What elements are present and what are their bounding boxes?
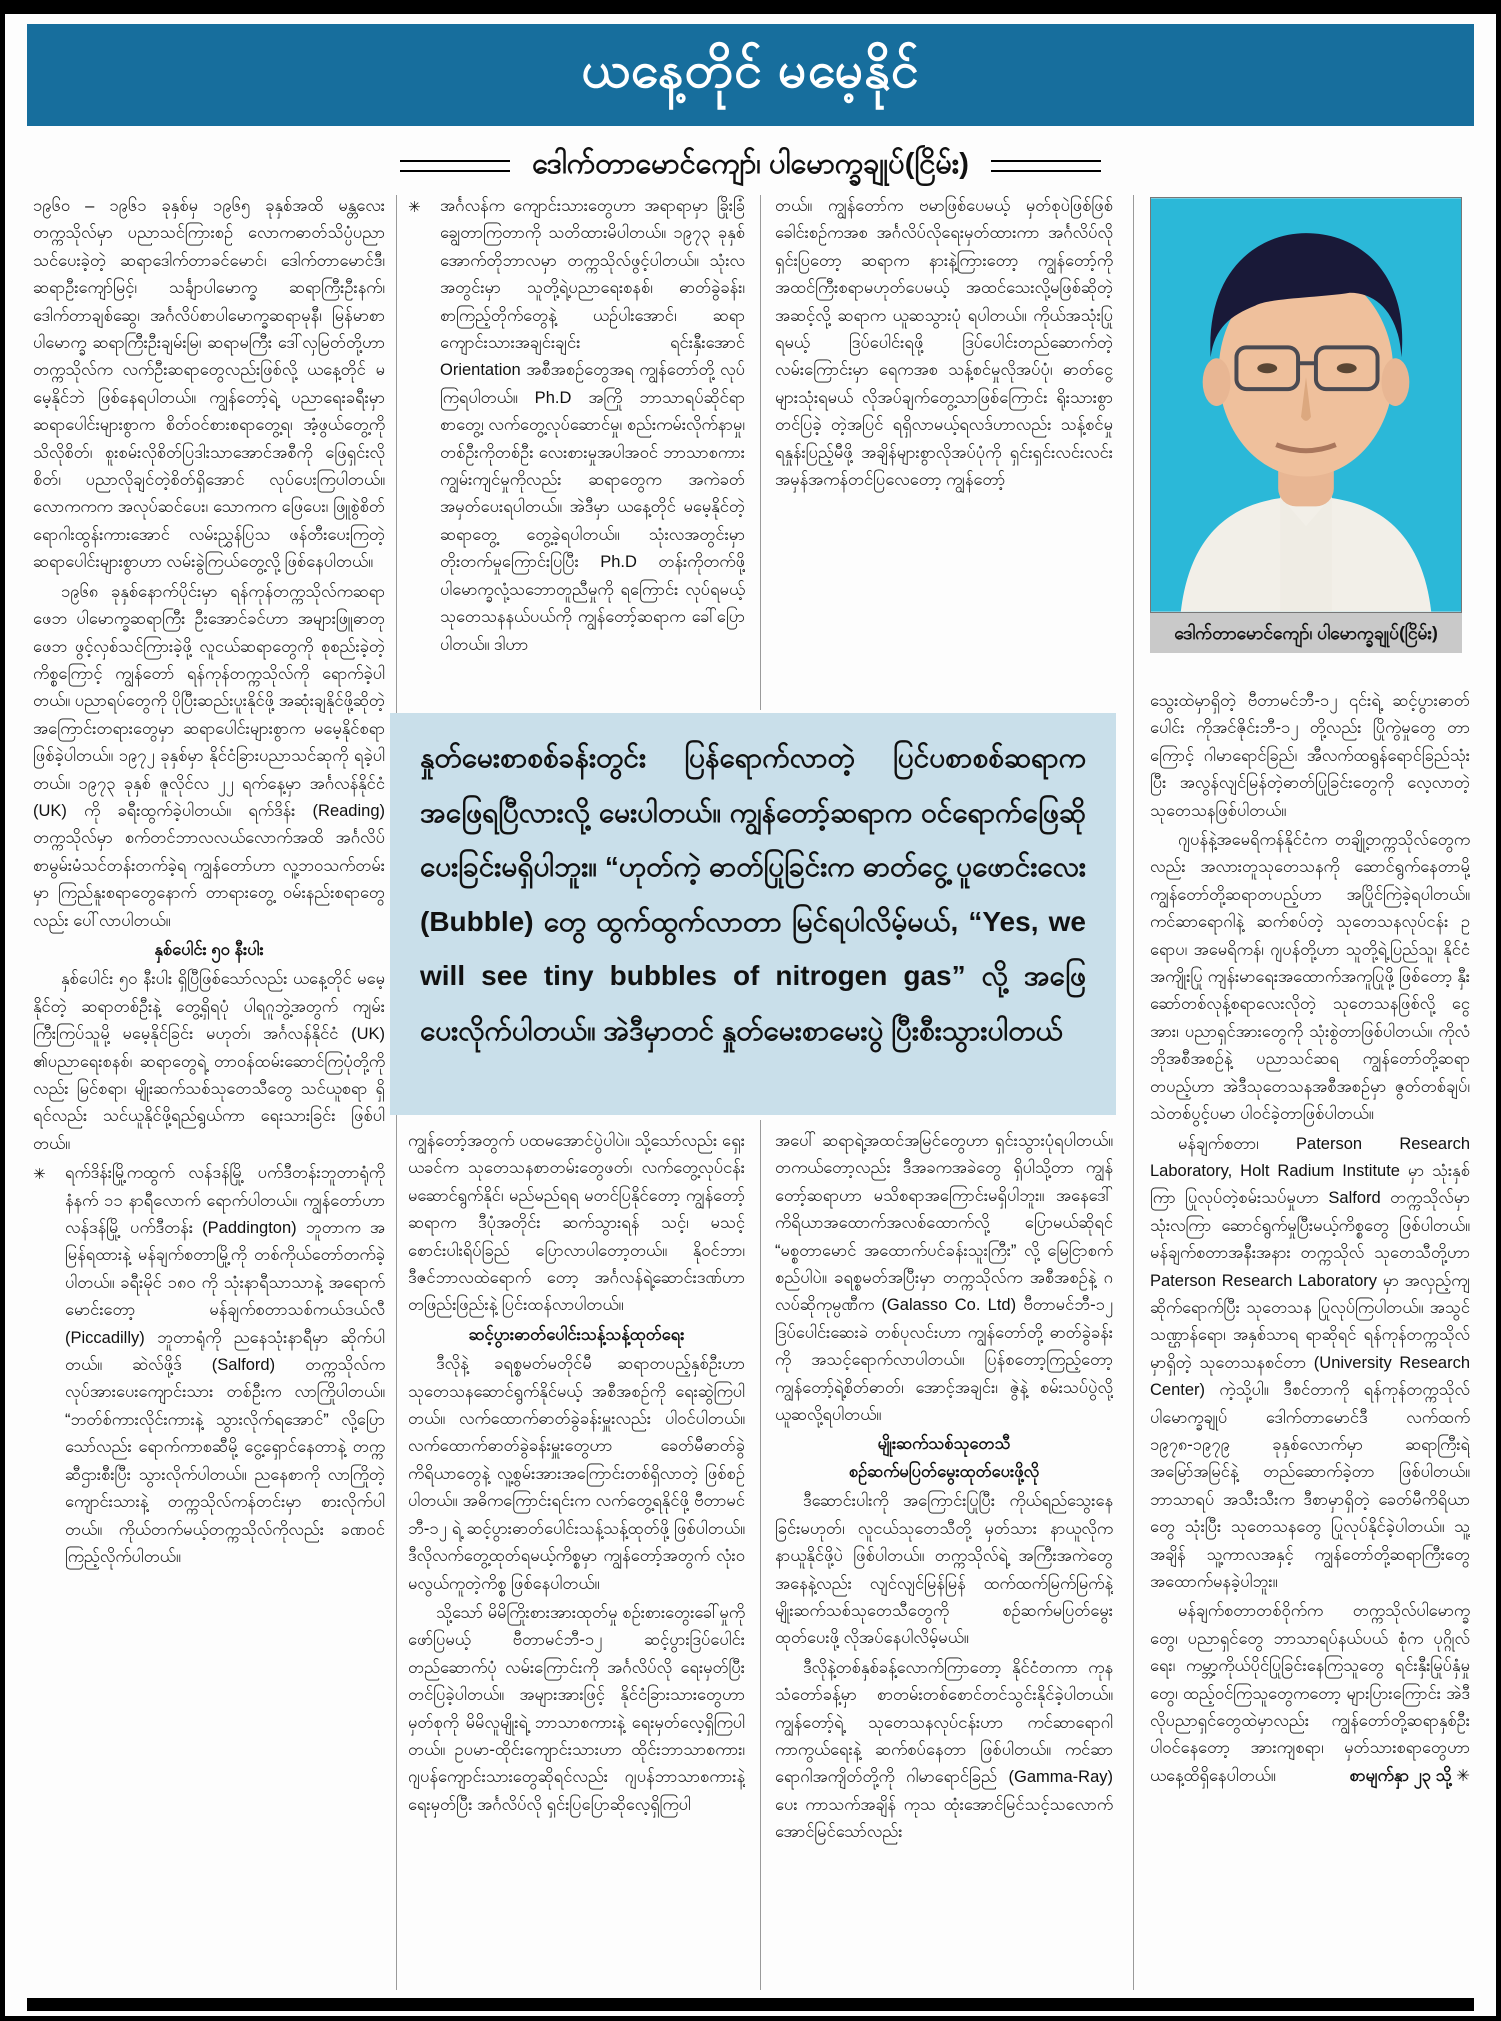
portrait-photo-image (1150, 197, 1462, 613)
column-rule-2-top (760, 195, 761, 710)
section-subhead: မျိုးဆက်သစ်သုတေသီ (877, 1435, 1011, 1454)
paragraph: ဂျပန်နဲ့အမေရိကန်နိုင်ငံက တချို့တက္ကသိုလ်တွေကလည်း အလားတူသုတေသနကို ဆောင်ရွက်နေတာမို့ ကျွန်တော်တို့ဆရာတပည့်ဟာ အပြိုင်ကြဲခဲ့ရပါတယ်။ ကင်ဆာရောဂါနဲ့ ဆက်စပ်တဲ့ သုတေသနလုပ်ငန်း ဥရောပ၊ အမေရိကန်၊ ဂျပန်တို့ဟာ သူတို့ရဲ့ပြည်သူ၊ နိုင်ငံအကျိုးပြု ကျန်းမာရေးအထောက်အကူပြုဖို့ ဖြစ်တော့ နှီးဆော်တစ်လုန့်စရာလေးလိုတဲ့ သုတေသနဖြစ်လို့ ငွေအား၊ ပညာရှင်အားတွေကို သုံးစွဲတာဖြစ်ပါတယ်။ ကိုလံဘိုအစီအစဉ်နဲ့ ပညာသင်ဆရ ကျွန်တော်တို့ဆရာတပည့်ဟာ အဲဒီသုတေသနအစီအစဉ်မှာ ဇွတ်တစ်ချပ်၊ သဲတစ်ပွင့်ပမာ ပါဝင်ခဲ့တာဖြစ်ပါတယ်။ (1150, 831, 1470, 1124)
paragraph: ၁၉၆၈ ခုနှစ်နောက်ပိုင်းမှာ ရန်ကုန်တက္ကသိုလ်ကဆရာဖေဘ ပါမောက္ခဆရာကြီး ဦးအောင်ခင်ဟာ အများဖြူဓာတုဖေဘ ဖွင့်လှစ်သင်ကြားခဲ့ဖို့ လူငယ်ဆရာတွေကို စုစည်းခဲ့တဲ့ကိစ္စကြောင့် ကျွန်တော် ရန်ကုန်တက္ကသိုလ်ကို ရောက်ခဲ့ပါတယ်။ ပညာရပ်တွေကို ပိုပြီးဆည်းပူးနိုင်ဖို့ အဆုံးချနိုင်ဖို့ဆိုတဲ့ အကြောင်းတရားတွေမှာ ဆရာပေါင်းများစွာက မမေ့နိုင်စရာဖြစ်ခဲ့ပါတယ်။ ၁၉၇၂ ခုနှစ်မှာ နိုင်ငံခြားပညာသင်ဆုကို ရခဲ့ပါတယ်။ ၁၉၇၃ ခုနှစ် ဇူလိုင်လ ၂၂ ရက်နေ့မှာ အင်္ဂလန်နိုင်ငံ (UK) ကို ခရီးထွက်ခဲ့ပါတယ်။ ရက်ဒိန်း (Reading) တက္ကသိုလ်မှာ စက်တင်ဘာလလယ်လောက်အထိ အင်္ဂလိပ်စာမွမ်းမံသင်တန်းတက်ခဲ့ရ ကျွန်တော်ဟာ လူ့ဘဝသက်တမ်းမှာ ကြည်နူးစရာတွေနောက် တာရားတွေ့ ဝမ်းနည်းစရာတွေလည်း ပေါ်လာပါတယ်။ (33, 582, 385, 930)
paragraph: ဒီလိုနဲ့ ခရစ္စမတ်မတိုင်မီ ဆရာတပည့်နှစ်ဦးဟာ သုတေသနဆောင်ရွက်နိုင်မယ့် အစီအစဉ်ကို ရေးဆွဲကြပါတယ်။ လက်ထောက်ဓာတ်ခွဲခန်းမှူးလည်း ပါဝင်ပါတယ်။ လက်ထောက်ဓာတ်ခွဲခန်းမှူးတွေဟာ ခေတ်မီဓာတ်ခွဲကိရိယာတွေနဲ့ လူ့စွမ်းအားအကြောင်းတစ်ရှိလာတဲ့ ဖြစ်စဉ်ပါတယ်။ အဓိကကြောင်းရင်းက လက်တွေ့ရနိုင်ဖို့ ဗီတာမင်ဘီ-၁၂ ရဲ့ ဆင့်ပွားဓာတ်ပေါင်းသန့်သန့်ထုတ်ဖို့ ဖြစ်ပါတယ်။ ဒီလိုလက်တွေ့ထုတ်ရမယ့်ကိစ္စမှာ ကျွန်တော့်အတွက် လုံးဝမလွယ်ကူတဲ့ကိစ္စ ဖြစ်နေပါတယ်။ (408, 1355, 745, 1593)
paragraph: မန်ချက်စတာ၊ Paterson Research Laboratory, Holt Radium Institute မှာ သုံးနှစ်ကြာ ပြုလုပ်တဲ့စမ်းသပ်မှုဟာ Salford တက္ကသိုလ်မှာ သုံးလကြာ ဆောင်ရွက်မှုပြီးမယ့်ကိစ္စတွေ ဖြစ်ပါတယ်။ မန်ချက်စတာအနီးအနား တက္ကသိုလ် သုတေသီတို့ဟာ Paterson Research Laboratory မှာ အလှည့်ကျဆိုက်ရောက်ပြီး သုတေသန ပြုလုပ်ကြပါတယ်။ အသွင်သဏ္ဌာန်ရော၊ အနှစ်သာရ ရာဆိုရင် ရန်ကုန်တက္ကသိုလ်မှာရှိတဲ့ သုတေသနစင်တာ (University Research Center) ကဲ့သို့ပါ။ ဒီစင်တာကို ရန်ကုန်တက္ကသိုလ် ပါမောက္ခချုပ် ဒေါက်တာမောင်ဒီ လက်ထက် ၁၉၇၈-၁၉၇၉ ခုနှစ်လောက်မှာ ဆရာကြီးရဲ့အမြော်အမြင်နဲ့ တည်ဆောက်ခဲ့တာ ဖြစ်ပါတယ်။ ဘာသာရပ် အသီးသီးက ဒီစာမှာရှိတဲ့ ခေတ်မီကိရိယာတွေ သုံးပြီး သုတေသနတွေ ပြုလုပ်နိုင်ခဲ့ပါတယ်။ သူ့အချိန် သူ့ကာလအနှင့် ကျွန်တော်တို့ဆရာကြီးတွေ အထောက်မနခဲ့ပါဘူး။ (1150, 1134, 1470, 1591)
page-bottom-border (27, 1998, 1474, 2011)
text-column-1 (33, 193, 385, 1990)
text-column-4 (1150, 688, 1470, 1990)
byline-rule-right (991, 160, 1101, 172)
article-byline: ဒေါက်တာမောင်ကျော်၊ ပါမောက္ခချုပ်(ငြိမ်း) (532, 147, 969, 180)
section-subhead: စဉ်ဆက်မပြတ်မွေးထုတ်ပေးဖို့လို (848, 1462, 1040, 1481)
continuation-note (1322, 1763, 1470, 1790)
paragraph: ကျွန်တော့်အတွက် ပထမအောင်ပွဲပါပဲ။ သို့သော်လည်း ရှေးယခင်က သုတေသနစာတမ်းတွေဖတ်၊ လက်တွေ့လုပ်ငန်း မဆောင်ရွက်နိုင်၊ မည်မည်ရရ မတင်ပြနိုင်တော့ ကျွန်တော့်ဆရာက ဒီပုံအတိုင်း ဆက်သွားရန် သင့်၊ မသင့် စောင်းပါးရိပ်ခြည် ပြောလာပါတော့တယ်။ နိုဝင်ဘာ၊ ဒီဇင်ဘာလထဲရောက် တော့ အင်္ဂလန်ရဲ့ဆောင်းဒဏ်ဟာ တဖြည်းဖြည်းနဲ့ ပြင်းထန်လာပါတယ်။ (408, 1132, 745, 1315)
paragraph: သို့သော် မိမိကြိုးစားအားထုတ်မှု စဉ်းစားတွေးခေါ်မှုကို ဖော်ပြမယ့် ဗီတာမင်ဘီ-၁၂ ဆင့်ပွားဒြပ်ပေါင်းတည်ဆောက်ပုံ လမ်းကြောင်းကို အင်္ဂလိပ်လို ရေးမှတ်ပြီးတင်ပြခဲ့ပါတယ်။ အများအားဖြင့် နိုင်ငံခြားသားတွေဟာ မှတ်စုကို မိမိလူမျိုးရဲ့ ဘာသာစကားနဲ့ ရေးမှတ်လေ့ရှိကြပါတယ်။ ဥပမာ-ထိုင်းကျောင်းသားဟာ ထိုင်းဘာသာစကား၊ ဂျပန်ကျောင်းသားတွေဆိုရင်လည်း ဂျပန်ဘာသာစကားနဲ့ ရေးမှတ်ပြီး အင်္ဂလိပ်လို ရှင်းပြပြောဆိုလေ့ရှိကြပါ (408, 1603, 745, 1814)
column-rule-3 (1133, 195, 1134, 1990)
continuation-star-icon: ✳ (1456, 1766, 1470, 1785)
article-title: ယနေ့တိုင် မမေ့နိုင် (581, 41, 920, 98)
continuation-text: စာမျက်နှာ ၂၃ သို့ (1349, 1766, 1452, 1785)
paragraph: အပေါ် ဆရာရဲ့အထင်အမြင်တွေဟာ ရှင်းသွားပုံရပါတယ်။ တကယ်တော့လည်း ဒီအခကအခဲတွေ ရှိပါသို့တာ ကျွန်တော့်ဆရာဟာ မသိစရာအကြောင်းမရှိပါဘူး။ အနေဒေါ်ကိရိယာအထောက်အလစ်ထောက်လို့ ပြောမယ်ဆိုရင် “မစ္စတာမောင် အထောက်ပင်ခန်းသူးကြီး” လို့ မြေငြာစက်စည်ပါပဲ။ ခရစ္စမတ်အပြီးမှာ တက္ကသိုလ်က အစီအစဉ်နဲ့ ဂလပ်ဆိုကုမ္ပဏီက (Galasso Co. Ltd) ဗီတာမင်ဘီ-၁၂ ဒြပ်ပေါင်းဆေးခဲ တစ်ပုလင်းဟာ ကျွန်တော်တို့ ဓာတ်ခွဲခန်းကို အသင့်ရောက်လာပါတယ်။ ပြန်စတော့ကြည့်တော့ ကျွန်တော့်ရဲ့စိတ်ဓာတ်၊ အောင့်အချင်း၊ ဇွဲနဲ့ စမ်းသပ်ပွဲလို့ ယူဆလို့ရပါတယ်။ (775, 1132, 1113, 1425)
author-photo-figure (1150, 197, 1462, 653)
paragraph (1150, 1598, 1470, 1790)
paragraph-text: အင်္ဂလန်က ကျောင်းသားတွေဟာ အရာရာမှာ ခြိုးခြံချွေတာကြတာကို သတိထားမိပါတယ်။ ၁၉၇၃ ခုနှစ် အောက်တိုဘာလမှာ တက္ကသိုလ်ဖွင့်ပါတယ်။ သုံးလအတွင်းမှာ သူတို့ရဲ့ပညာရေးစနစ်၊ ဓာတ်ခွဲခန်း၊ စာကြည့်တိုက်တွေနဲ့ ယဉ်ပါးအောင်၊ ဆရာ ကျောင်းသားအချင်းချင်း ရင်းနှီးအောင် Orientation အစီအစဉ်တွေအရ ကျွန်တော်တို့ လုပ်ကြရပါတယ်။ Ph.D အကြို ဘာသာရပ်ဆိုင်ရာ စာတွေ့၊ လက်တွေ့လုပ်ဆောင်မှု၊ စည်းကမ်းလိုက်နာမှု၊ တစ်ဦးကိုတစ်ဦး လေးစားမှုအပါအဝင် ဘာသာစကားကျွမ်းကျင်မှုကိုလည်း ဆရာတွေက အကဲခတ်အမှတ်ပေးရပါတယ်။ အဲဒီမှာ ယနေ့တိုင် မမေ့နိုင်တဲ့ဆရာတွေ့ တွေ့ခဲ့ရပါတယ်။ သုံးလအတွင်းမှာ တိုးတက်မှုကြောင်းပြပြီး Ph.D တန်းကိုတက်ဖို့ ပါမောက္ခလုံ့သဘောတူညီမှုကို ရကြောင်း လုပ်ရမယ့် သုတေသနနယ်ပယ်ကို ကျွန်တော့်ဆရာက ခေါ်ပြောပါတယ်။ ဒါဟာ (440, 197, 745, 654)
pull-quote-text: နှုတ်မေးစာစစ်ခန်းတွင်း ပြန်ရောက်လာတဲ့ ပြင်ပစာစစ်ဆရာက အဖြေရပြီလားလို့ မေးပါတယ်။ ကျွန်တော့်ဆရာက ဝင်ရောက်ဖြေဆိုပေးခြင်းမရှိပါဘူး။ “ဟုတ်ကဲ့ ဓာတ်ပြုခြင်းက ဓာတ်ငွေ့ ပူဖောင်းလေး (Bubble) တွေ ထွက်ထွက်လာတာ မြင်ရပါလိမ့်မယ်, “Yes, we will see tiny bubbles of nitrogen gas” လို့ အဖြေပေးလိုက်ပါတယ်။ အဲဒီမှာတင် နှုတ်မေးစာမေးပွဲ ပြီးစီးသွားပါတယ် (420, 742, 1086, 1046)
pull-quote-box (390, 713, 1116, 1115)
paragraph: ၁၉၆၀ – ၁၉၆၁ ခုနှစ်မှ ၁၉၆၅ ခုနှစ်အထိ မန္တလေးတက္ကသိုလ်မှာ ပညာသင်ကြားစဉ် လောကဓာတ်သိပ္ပံပညာသင်ပေးခဲ့တဲ့ ဆရာဒေါက်တာခင်မောင်၊ ဒေါက်တာမောင်ဒီ၊ ဆရာဦးကျော်မြင့်၊ သင်္ချာပါမောက္ခ ဆရာကြီးဦးနက်၊ ဒေါက်တာချစ်ဆွေ၊ အင်္ဂလိပ်စာပါမောက္ခဆရာမုနီ၊ မြန်မာစာပါမောက္ခ ဆရာကြီးဦးချမ်းမြ၊ ဆရာမကြီး ဒေါ်လှမြတ်တို့ဟာ တက္ကသိုလ်က လက်ဦးဆရာတွေလည်းဖြစ်လို့ ယနေ့တိုင် မမေ့နိုင်ဘဲ ဖြစ်နေရပါတယ်။ ကျွန်တော့်ရဲ့ ပညာရေးခရီးမှာ ဆရာပေါင်းများစွာက စိတ်ဝင်စားစရာတွေ့ရ၊ အံ့ဖွယ်တွေ့ကို သိလိုစိတ်၊ စူးစမ်းလိုစိတ်ပြဒါးသာအောင်အစီကို ဖြေရှင်းလိုစိတ်၊ ပညာလိုချင်တဲ့စိတ်ရှိအောင် လုပ်ပေးကြပါတယ်။ လောကကက အလုပ်ဆင်ပေး၊ သောကက ဖြေပေး၊ ဖြူစွဲစိတ်ရောဂါးထွန်းကားအောင် လမ်းညွှန်ပြသ ဖန်တီးပေးကြတဲ့ ဆရာပေါင်းများစွာဟာ လမ်းခွဲကြယ်တွေ့လို့ ဖြစ်နေပါတယ်။ (33, 197, 385, 572)
paragraph: ဒီလိုနဲ့တစ်နှစ်ခန့်လောက်ကြာတော့ နိုင်ငံတကာ ကုနသံတော်ခန့်မှာ စာတမ်းတစ်စောင်တင်သွင်းနိုင်ခဲ့ပါတယ်။ ကျွန်တော့်ရဲ့ သုတေသနလုပ်ငန်းဟာ ကင်ဆာရောဂါကာကွယ်ရေးနဲ့ ဆက်စပ်နေတာ ဖြစ်ပါတယ်။ ကင်ဆာရောဂါအကျိတ်တို့ကို ဂါမာရောင်ခြည် (Gamma-Ray) ပေး ကာသက်အချိန် ကုသ ထုံးအောင်မြင်သင့်သလောက်အောင်မြင်သော်လည်း (775, 1658, 1113, 1842)
paragraph: နှစ်ပေါင်း ၅၀ နီးပါး ရှိပြီဖြစ်သော်လည်း ယနေ့တိုင် မမေ့နိုင်တဲ့ ဆရာတစ်ဦးနဲ့ တွေ့ရှိရပုံ ပါရဂူဘွဲ့အတွက် ကျမ်းကြီးကြပ်သူမို့ မမေ့နိုင်ခြင်း မဟုတ်၊ အင်္ဂလန်နိုင်ငံ (UK) ၏ပညာရေးစနစ်၊ ဆရာတွေရဲ့ တာဝန်ထမ်းဆောင်ကြပုံတို့ကိုလည်း မြင်စရာ၊ မျိုးဆက်သစ်သုတေသီတွေ သင်ယူစရာ ရှိရင်လည်း သင်ယူနိုင်ဖို့ရည်ရွယ်ကာ ရေးသားခြင်း ဖြစ်ပါတယ်။ (33, 970, 385, 1153)
paragraph: တယ်။ ကျွန်တော်က ဗမာဖြစ်ပေမယ့် မှတ်စုပဲဖြစ်ဖြစ် ခေါင်းစဉ်ကအစ အင်္ဂလိပ်လိုရေးမှတ်ထားကာ အင်္ဂလိပ်လိုရှင်းပြတော့ ဆရာက နားနဲ့ကြားတော့ ကျွန်တော့်ကို အထင်ကြီးစရာမဟုတ်ပေမယ့် အထင်သေးလို့မဖြစ်ဆိုတဲ့အဆင့်လို့ ဆရာက ယူဆသွားပုံ ရပါတယ်။ ကိုယ်အသုံးပြုရမယ့် ဒြပ်ပေါင်းရဖို့ ဒြပ်ပေါင်းတည်ဆောက်တဲ့လမ်းကြောင်းမှာ ရေကအစ သန့်စင်မှုလိုအပ်ပုံ၊ ဓာတ်ငွေ့များသုံးရမယ် လိုအပ်ချက်တွေ့သာဖြစ်ကြောင်း ရိုးသားစွာတင်ပြခဲ့ တဲ့အပြင် ရရှိလာမယ့်ရလဒ်ဟာလည်း သန့်စင်မှု ရနှုန်းပြည့်မီဖို့ အချိန်များစွာလိုအပ်ပုံကို ရှင်းရှင်းလင်းလင်း အမှန်အကန်တင်ပြလေတော့ ကျွန်တော့် (775, 197, 1113, 490)
paragraph-text: ရက်ဒိန်းမြို့ကထွက် လန်ဒန်မြို့ ပက်ဒီတန်းဘူတာရုံကို နံနက် ၁၁ နာရီလောက် ရောက်ပါတယ်။ ကျွန်တော်ဟာ လန်ဒန်မြို့ ပက်ဒီတန်း (Paddington) ဘူတာက အမြန်ရထားနဲ့ မန်ချက်စတာမြို့ကို တစ်ကိုယ်တော်တက်ခဲ့ပါတယ်။ ခရီးမိုင် ၁၈၀ ကို သုံးနာရီသာသာနဲ့ အရောက်မောင်းတော့ မန်ချက်စတာသစ်ကယ်ဒယ်လီ (Piccadilly) ဘူတာရုံကို ညနေသုံးနာရီမှာ ဆိုက်ပါတယ်။ ဆဲလ်ဖို့ဒ် (Salford) တက္ကသိုလ်က လုပ်အားပေးကျောင်းသား တစ်ဦးက လာကြိုပါတယ်။ “ဘတ်စ်ကားလိုင်းကားနဲ့ သွားလိုက်ရအောင်” လို့ပြောသော်လည်း ရောက်ကာစဆီမို့ ငွေ့ရှောင်နေတာနဲ့ တက္ကဆီဌားစီးပြီး သွားလိုက်ပါတယ်။ ညနေစာကို လာကြိုတဲ့ကျောင်းသားနဲ့ တက္ကသိုလ်ကန်တင်းမှာ စားလိုက်ပါတယ်။ ကိုယ်တက်မယ့်တက္ကသိုလ်ကိုလည်း ခဏဝင်ကြည့်လိုက်ပါတယ်။ (65, 1164, 385, 1566)
column-rule-2-bottom (760, 1120, 761, 1990)
photo-caption: ဒေါက်တာမောင်ကျော်၊ ပါမောက္ခချုပ်(ငြိမ်း) (1150, 613, 1462, 653)
section-star-icon: ✳ (33, 1166, 46, 1184)
section-subhead: နှစ်ပေါင်း ၅၀ နီးပါး (154, 940, 264, 959)
text-column-3-bottom (775, 1128, 1113, 1990)
bullet-paragraph (33, 1160, 385, 1571)
section-star-icon: ✳ (408, 199, 421, 216)
text-column-2-bottom (408, 1128, 745, 1990)
page-top-border (0, 0, 1501, 14)
section-subhead: ဆင့်ပွားဓာတ်ပေါင်းသန့်သန့်ထုတ်ရေး (468, 1325, 685, 1344)
text-column-2-top (408, 193, 745, 710)
bullet-paragraph (408, 193, 745, 659)
paragraph: သွေးထဲမှာရှိတဲ့ ဗီတာမင်ဘီ-၁၂ ၎င်းရဲ့ ဆင့်ပွားဓာတ်ပေါင်း ကိုအင်ဇိုင်းဘီ-၁၂ တို့လည်း ပြိုကွဲမှုတွေ တာကြောင့် ဂါမာရောင်ခြည်၊ အီလက်ထရွန်ရောင်ခြည်သုံးပြီး အလွန်လျင်မြန်တဲ့ဓာတ်ပြုခြင်းတွေကို လေ့လာတဲ့သုတေသနဖြစ်ပါတယ်။ (1150, 692, 1470, 820)
article-title-banner (27, 24, 1474, 126)
paragraph-text: မန်ချက်စတာတစ်ဝိုက်က တက္ကသိုလ်ပါမောက္ခတွေ၊ ပညာရှင်တွေ ဘာသာရပ်နယ်ပယ် စုံက ပုဂ္ဂိုလ်ရေး၊ ကမ္ဘာ့ကိုယ်ပိုင်ပြုခြင်းနေကြသူတွေ ရင်းနှီးမြုပ်နှံမှုတွေ၊ ထည့်ဝင်ကြသူတွေကတော့ များပြားကြောင်း အဲဒီလိုပညာရှင်တွေထဲမှာလည်း ကျွန်တော်တို့ဆရာနှစ်ဦးပါဝင်နေတော့ အားကျစရာ၊ မှတ်သားစရာတွေဟာ ယနေ့ထိရှိနေပါတယ်။ (1150, 1602, 1470, 1785)
paragraph: ဒီဆောင်းပါးကို အကြောင်းပြုပြီး ကိုယ်ရည်သွေးနေခြင်းမဟုတ်၊ လူငယ်သုတေသီတို့ မှတ်သား နာယူလိုက နာယူနိုင်ဖို့ပဲ ဖြစ်ပါတယ်။ တက္ကသိုလ်ရဲ့ အကြီးအကဲတွေအနေနဲ့လည်း လျင်လျင်မြန်မြန် ထက်ထက်မြက်မြက်နဲ့ မျိုးဆက်သစ်သုတေသီတွေကို စဉ်ဆက်မပြတ်မွေးထုတ်ပေးဖို့ လိုအပ်နေပါလိမ့်မယ်။ (775, 1492, 1113, 1648)
text-column-3-top (775, 193, 1113, 710)
byline-row (27, 142, 1474, 190)
byline-rule-left (400, 160, 510, 172)
